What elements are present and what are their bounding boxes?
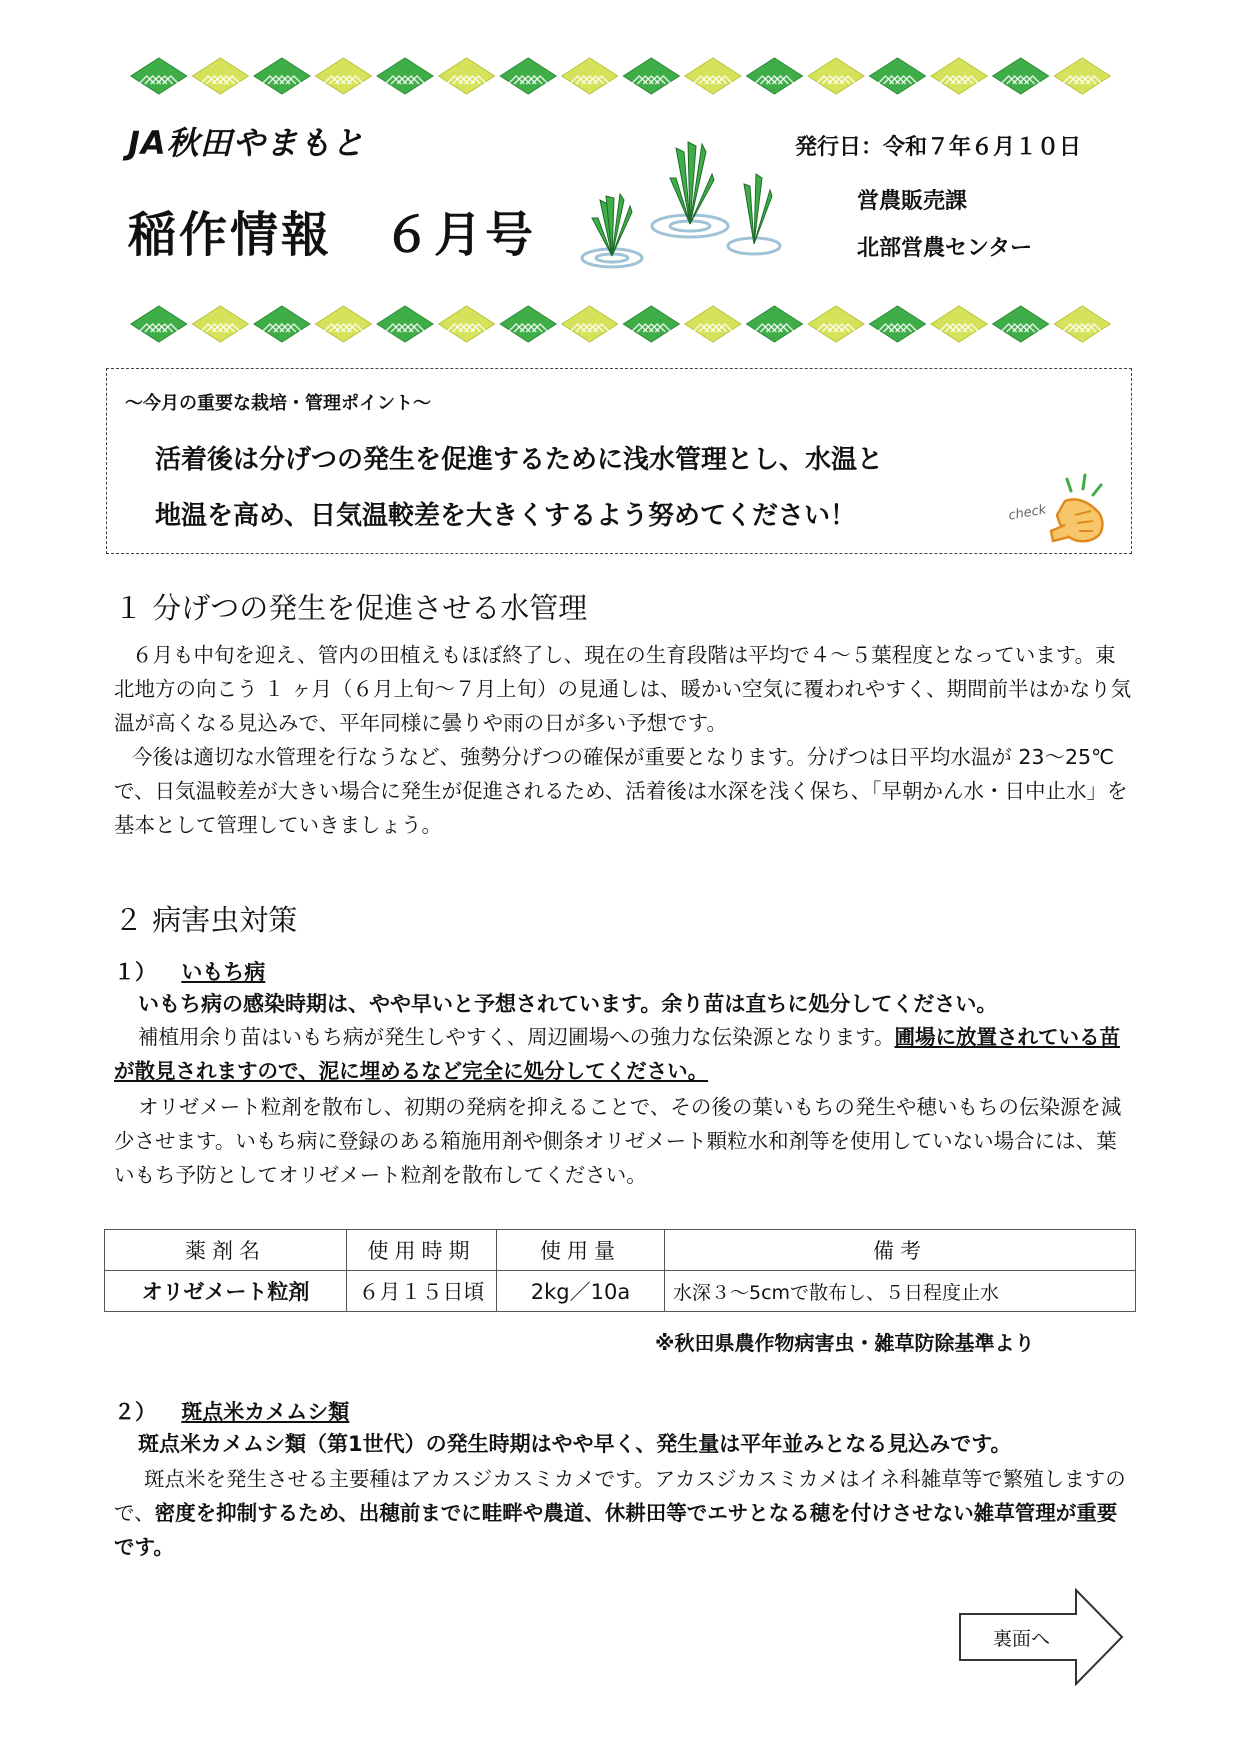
leaf-diamond-icon xyxy=(746,58,802,94)
leaf-diamond-icon xyxy=(562,306,618,342)
leaf-diamond-icon xyxy=(1054,58,1110,94)
subsection-stinkbug-heading xyxy=(114,1396,349,1426)
leaf-diamond-icon xyxy=(993,306,1049,342)
check-hand-icon xyxy=(1005,471,1113,545)
leaf-diamond-icon xyxy=(439,306,495,342)
blast-paragraph-1-emphasis: 圃場に放置されている苗が散見されますので、泥に埋めるなど完全に処分してください。 xyxy=(114,1025,1120,1083)
rice-seedling-illustration xyxy=(578,138,800,274)
leaf-diamond-icon xyxy=(808,58,864,94)
department-center: 北部営農センター xyxy=(857,236,1033,261)
leaf-diamond-icon xyxy=(685,58,741,94)
pesticide-table xyxy=(104,1229,1136,1312)
leaf-diamond-icon xyxy=(870,58,926,94)
blast-key-message: いもち病の感染時期は、やや早いと予想されています。余り苗は直ちに処分してください。 xyxy=(138,992,998,1016)
table-header-cell: 備考 xyxy=(665,1230,1136,1271)
subsection-blast-title: いもち病 xyxy=(181,960,266,984)
section-1-paragraph-2-text: 今後は適切な水管理を行なうなど、強勢分げつの確保が重要となります。分げつは日平均水温が 23～25℃で、日気温較差が大きい場合に発生が促進されるため、活着後は水深を浅く保ち、「早朝かん水・日中止水」を基本として管理していきましょう。 xyxy=(114,745,1128,837)
blast-paragraph-1 xyxy=(114,1020,1134,1088)
leaf-diamond-icon xyxy=(623,58,679,94)
leaf-diamond-icon xyxy=(377,58,433,94)
leaf-diamond-icon xyxy=(685,306,741,342)
stinkbug-paragraph xyxy=(114,1462,1134,1564)
department-sales: 営農販売課 xyxy=(857,189,968,214)
stinkbug-paragraph-text: 斑点米を発生させる主要種はアカスジカスミカメです。アカスジカスミカメはイネ科雑草等で繁殖しますので、 xyxy=(114,1467,1126,1525)
blast-paragraph-1-text: 補植用余り苗はいもち病が発生しやすく、周辺圃場への強力な伝染源となります。 xyxy=(138,1025,895,1049)
section-1-paragraph-1 xyxy=(114,638,1134,740)
leaf-border-top xyxy=(128,56,1113,96)
stinkbug-paragraph-emphasis: 密度を抑制するため、出穂前までに畦畔や農道、休耕田等でエサとなる穂を付けさせない雑草管理が重要です。 xyxy=(114,1501,1118,1559)
leaf-diamond-icon xyxy=(623,306,679,342)
leaf-diamond-icon xyxy=(870,306,926,342)
table-header-cell: 使用時期 xyxy=(347,1230,497,1271)
table-cell-amount: 2kg／10a xyxy=(497,1271,665,1312)
stinkbug-key-message: 斑点米カメムシ類（第1世代）の発生時期はやや早く、発生量は平年並みとなる見込みです。 xyxy=(138,1432,1012,1456)
section-1-heading: １ 分げつの発生を促進させる水管理 xyxy=(114,591,588,625)
check-label: check xyxy=(1007,502,1048,524)
section-1-paragraph-1-text: ６月も中旬を迎え、管内の田植えもほぼ終了し、現在の生育段階は平均で４～５葉程度となっています。東北地方の向こう １ ヶ月（６月上旬～７月上旬）の見通しは、暖かい空気に覆われやすく、期間前半はかなり気温が高くなる見込みで、平年同様に曇りや雨の日が多い予想です。 xyxy=(114,643,1132,735)
leaf-diamond-icon xyxy=(192,58,248,94)
page-title: 稲作情報 ６月号 xyxy=(128,207,537,263)
subsection-stinkbug-title: 斑点米カメムシ類 xyxy=(181,1400,350,1424)
table-cell-timing: ６月１５日頃 xyxy=(347,1271,497,1312)
key-point-line-2: 地温を高め、日気温較差を大きくするよう努めてください！ xyxy=(155,501,856,531)
issue-date: 発行日：令和７年６月１０日 xyxy=(795,135,1082,160)
leaf-diamond-icon xyxy=(1054,306,1110,342)
table-header-cell: 使用量 xyxy=(497,1230,665,1271)
leaf-diamond-icon xyxy=(315,58,371,94)
subsection-blast-heading xyxy=(114,956,265,986)
key-point-line-1: 活着後は分げつの発生を促進するために浅水管理とし、水温と xyxy=(155,445,884,475)
leaf-diamond-icon xyxy=(562,58,618,94)
leaf-diamond-icon xyxy=(746,306,802,342)
leaf-diamond-icon xyxy=(931,306,987,342)
next-page-label[interactable]: 裏面へ xyxy=(993,1628,1051,1650)
subsection-blast-number: １） xyxy=(114,960,156,984)
leaf-border-bottom xyxy=(128,304,1113,344)
table-header-cell: 薬剤名 xyxy=(105,1230,347,1271)
blast-paragraph-2 xyxy=(114,1090,1134,1192)
leaf-diamond-icon xyxy=(315,306,371,342)
leaf-diamond-icon xyxy=(931,58,987,94)
leaf-diamond-icon xyxy=(439,58,495,94)
leaf-diamond-icon xyxy=(254,306,310,342)
leaf-diamond-icon xyxy=(500,306,556,342)
leaf-diamond-icon xyxy=(254,58,310,94)
blast-paragraph-2-text: オリゼメート粒剤を散布し、初期の発病を抑えることで、その後の葉いもちの発生や穂いもちの伝染源を減少させます。いもち病に登録のある箱施用剤や側条オリゼメート顆粒水和剤等を使用していない場合には、葉いもち予防としてオリゼメート粒剤を散布してください。 xyxy=(114,1095,1122,1187)
leaf-diamond-icon xyxy=(377,306,433,342)
leaf-diamond-icon xyxy=(131,306,187,342)
table-row xyxy=(105,1271,1136,1312)
section-1-paragraph-2 xyxy=(114,740,1134,842)
leaf-diamond-icon xyxy=(993,58,1049,94)
subsection-stinkbug-number: ２） xyxy=(114,1400,156,1424)
section-2-heading: ２ 病害虫対策 xyxy=(114,903,298,937)
table-cell-product: オリゼメート粒剤 xyxy=(105,1271,347,1312)
key-point-heading: ～今月の重要な栽培・管理ポイント～ xyxy=(125,393,431,414)
key-point-box xyxy=(106,368,1132,554)
leaf-diamond-icon xyxy=(131,58,187,94)
leaf-diamond-icon xyxy=(808,306,864,342)
organization-name: JA秋田やまもと xyxy=(128,124,365,162)
leaf-diamond-icon xyxy=(500,58,556,94)
table-header-row xyxy=(105,1230,1136,1271)
table-source-note: ※秋田県農作物病害虫・雑草防除基準より xyxy=(655,1331,1035,1355)
leaf-diamond-icon xyxy=(192,306,248,342)
table-cell-note: 水深３～5cmで散布し、５日程度止水 xyxy=(665,1271,1136,1312)
